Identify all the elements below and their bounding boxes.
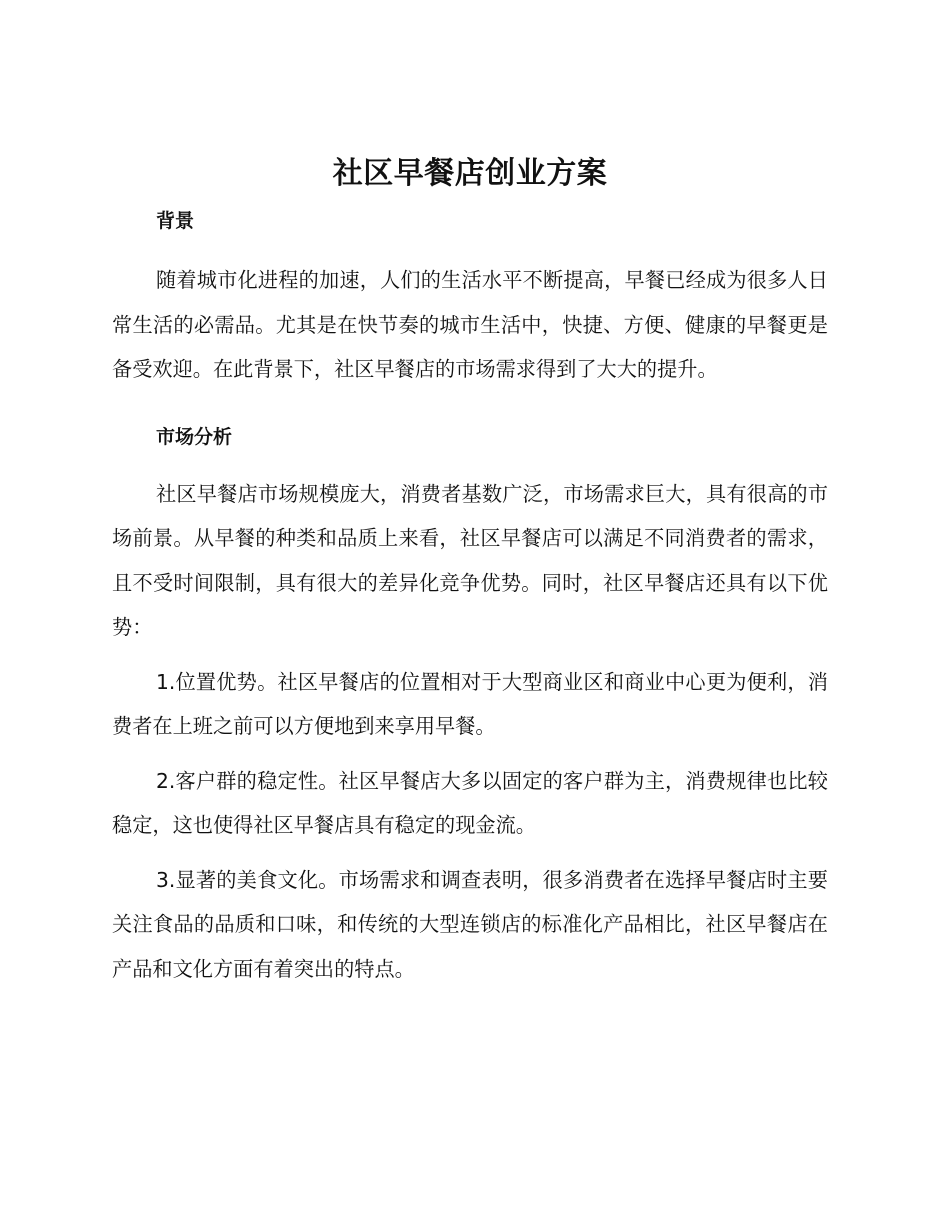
section-heading-background: 背景 [156,210,195,232]
advantage-item-location: 1.位置优势。社区早餐店的位置相对于大型商业区和商业中心更为便利，消费者在上班之前可以方便地到来享用早餐。 [112,669,828,738]
advantage-item-customer-stability: 2.客户群的稳定性。社区早餐店大多以固定的客户群为主，消费规律也比较稳定，这也使得社区早餐店具有稳定的现金流。 [112,768,828,837]
market-analysis-paragraph: 社区早餐店市场规模庞大，消费者基数广泛，市场需求巨大，具有很高的市场前景。从早餐的种类和品质上来看，社区早餐店可以满足不同消费者的需求，且不受时间限制，具有很大的差异化竞争优势。同时，社区早餐店还具有以下优势： [112,481,828,639]
advantage-item-food-culture: 3.显著的美食文化。市场需求和调查表明，很多消费者在选择早餐店时主要关注食品的品质和口味，和传统的大型连锁店的标准化产品相比，社区早餐店在产品和文化方面有着突出的特点。 [112,867,828,981]
section-heading-market-analysis: 市场分析 [156,425,233,448]
background-paragraph: 随着城市化进程的加速，人们的生活水平不断提高，早餐已经成为很多人日常生活的必需品。尤其是在快节奏的城市生活中，快捷、方便、健康的早餐更是备受欢迎。在此背景下，社区早餐店的市场需求得到了大大的提升。 [112,268,828,381]
document-title: 社区早餐店创业方案 [332,156,608,191]
